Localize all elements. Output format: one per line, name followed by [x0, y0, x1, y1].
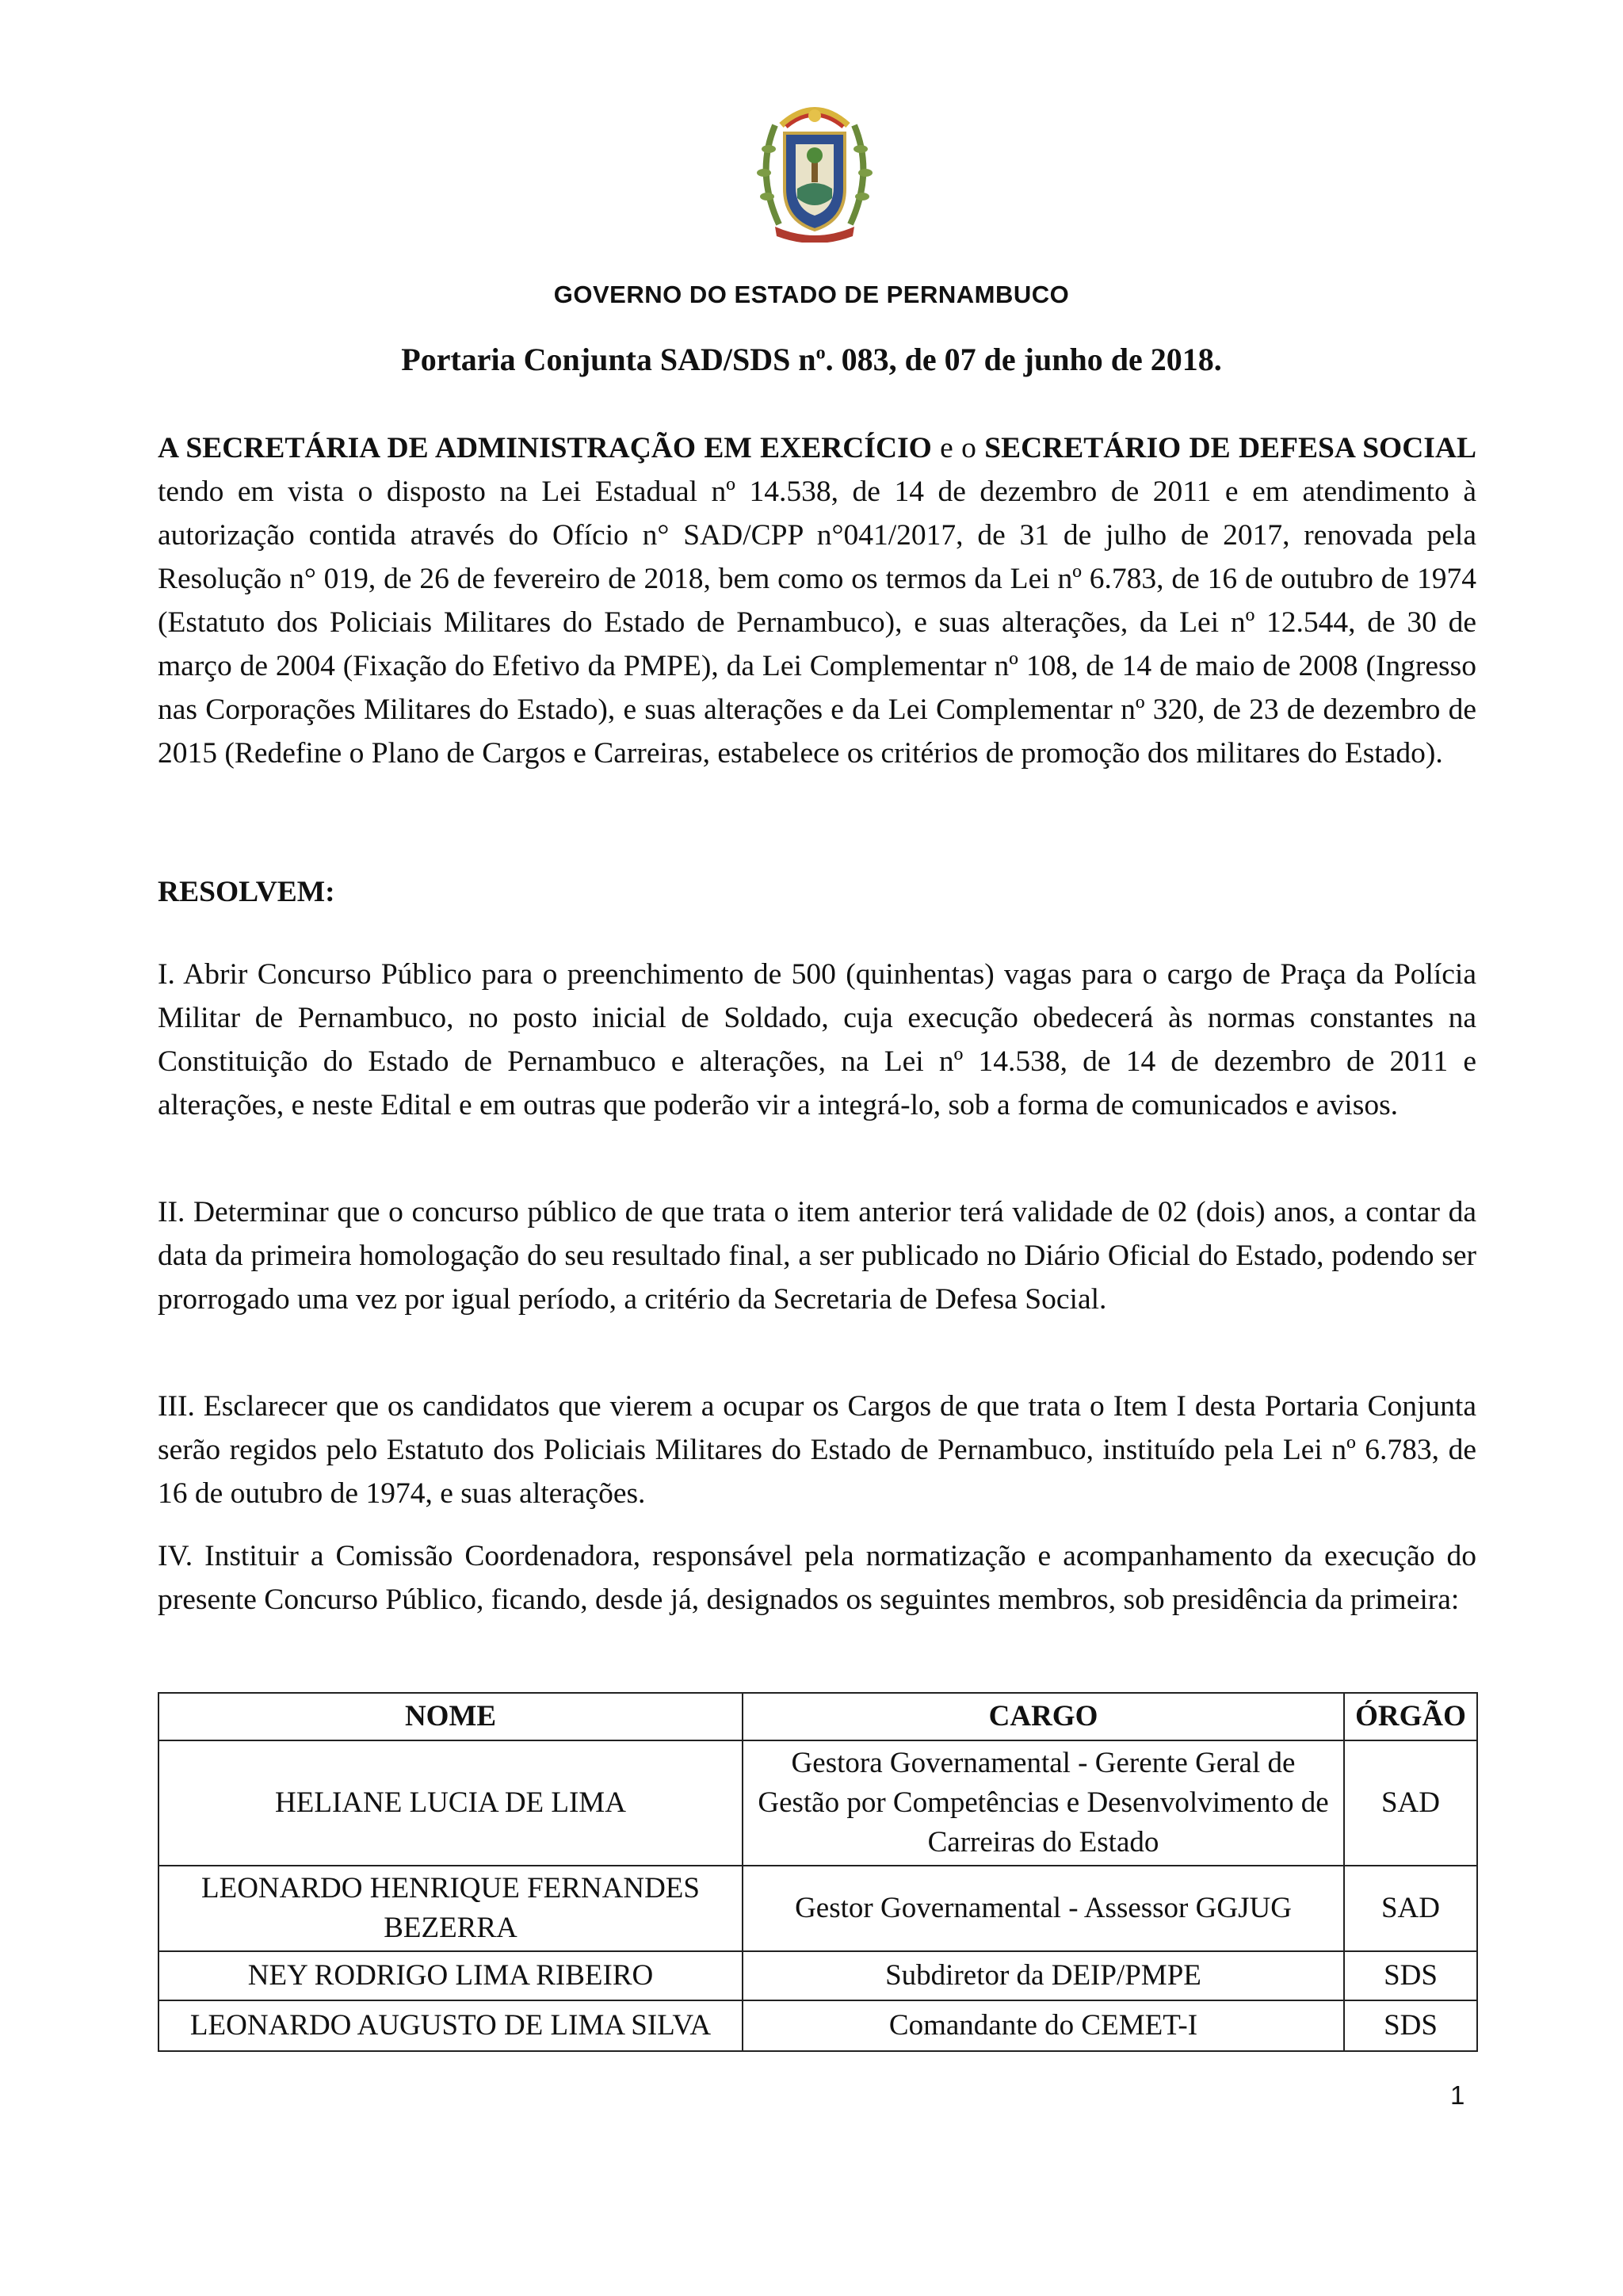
government-heading: GOVERNO DO ESTADO DE PERNAMBUCO — [553, 281, 1070, 308]
page-number: 1 — [1450, 2080, 1465, 2110]
resolvem-heading: RESOLVEM: — [158, 876, 335, 908]
commission-table — [158, 1692, 1478, 2052]
cell-nome: LEONARDO AUGUSTO DE LIMA SILVA — [158, 2000, 743, 2051]
table-row — [158, 1951, 1477, 2000]
cell-cargo: Subdiretor da DEIP/PMPE — [743, 1951, 1344, 2000]
cell-cargo: Comandante do CEMET-I — [743, 2000, 1344, 2051]
header-cargo: CARGO — [743, 1693, 1344, 1740]
item-iv: IV. Instituir a Comissão Coordenadora, responsável pela normatização e acompanhamento da execução do presente Concurso Público, ficando, desde já, designados os seguintes membros, sob presidência da primeira: — [158, 1540, 1476, 1616]
preamble-text: tendo em vista o disposto na Lei Estadual nº 14.538, de 14 de dezembro de 2011 e em atendimento à autorização contida através do Ofício n° SAD/CPP n°041/2017, de 31 de julho de 2017, renovada pela Resolução n° 019, de 26 de fevereiro de 2018, bem como os termos da Lei nº 6.783, de 16 de outubro de 1974 (Estatuto dos Policiais Militares do Estado de Pernambuco), e suas alterações, da Lei nº 12.544, de 30 de março de 2004 (Fixação do Efetivo da PMPE), da Lei Complementar nº 108, de 14 de maio de 2008 (Ingresso nas Corporações Militares do Estado), e suas alterações e da Lei Complementar nº 320, de 23 de dezembro de 2015 (Redefine o Plano de Cargos e Carreiras, estabelece os critérios de promoção dos militares do Estado). — [158, 476, 1476, 770]
cell-cargo: Gestor Governamental - Assessor GGJUG — [743, 1866, 1344, 1951]
lead-bold-2: SECRETÁRIO DE DEFESA SOCIAL — [984, 432, 1476, 464]
cell-nome: LEONARDO HENRIQUE FERNANDES BEZERRA — [158, 1866, 743, 1951]
table-header-row — [158, 1693, 1477, 1740]
table-row — [158, 2000, 1477, 2051]
table-row — [158, 1740, 1477, 1866]
table-row — [158, 1866, 1477, 1951]
pernambuco-coat-of-arms-icon — [751, 94, 878, 243]
cell-cargo: Gestora Governamental - Gerente Geral de Gestão por Competências e Desenvolvimento de Carreiras do Estado — [743, 1740, 1344, 1866]
header-orgao: ÓRGÃO — [1344, 1693, 1477, 1740]
item-iii: III. Esclarecer que os candidatos que vierem a ocupar os Cargos de que trata o Item I desta Portaria Conjunta serão regidos pelo Estatuto dos Policiais Militares do Estado de Pernambuco, instituído pela Lei nº 6.783, de 16 de outubro de 1974, e suas alterações. — [158, 1390, 1476, 1510]
item-ii: II. Determinar que o concurso público de que trata o item anterior terá validade de 02 (dois) anos, a contar da data da primeira homologação do seu resultado final, a ser publicado no Diário Oficial do Estado, podendo ser prorrogado uma vez por igual período, a critério da Secretaria de Defesa Social. — [158, 1196, 1476, 1316]
portaria-title — [0, 341, 1623, 378]
item-i: I. Abrir Concurso Público para o preenchimento de 500 (quinhentas) vagas para o cargo de Praça da Polícia Militar de Pernambuco, no posto inicial de Soldado, cuja execução obedecerá às normas constantes na Constituição do Estado de Pernambuco e alterações, na Lei nº 14.538, de 14 de dezembro de 2011 e alterações, e neste Edital e em outras que poderão vir a integrá-lo, sob a forma de comunicados e avisos. — [158, 958, 1476, 1121]
portaria-sup: o — [815, 342, 826, 364]
preamble-paragraph — [158, 426, 1476, 775]
cell-nome: NEY RODRIGO LIMA RIBEIRO — [158, 1951, 743, 2000]
header-nome: NOME — [158, 1693, 743, 1740]
lead-join: e o — [931, 432, 985, 464]
portaria-suffix: . 083, de 07 de junho de 2018. — [825, 342, 1222, 377]
cell-orgao: SDS — [1344, 2000, 1477, 2051]
cell-orgao: SAD — [1344, 1866, 1477, 1951]
portaria-prefix: Portaria Conjunta SAD/SDS n — [401, 342, 816, 377]
cell-orgao: SAD — [1344, 1740, 1477, 1866]
cell-orgao: SDS — [1344, 1951, 1477, 2000]
lead-bold-1: A SECRETÁRIA DE ADMINISTRAÇÃO EM EXERCÍCIO — [158, 432, 932, 464]
cell-nome: HELIANE LUCIA DE LIMA — [158, 1740, 743, 1866]
